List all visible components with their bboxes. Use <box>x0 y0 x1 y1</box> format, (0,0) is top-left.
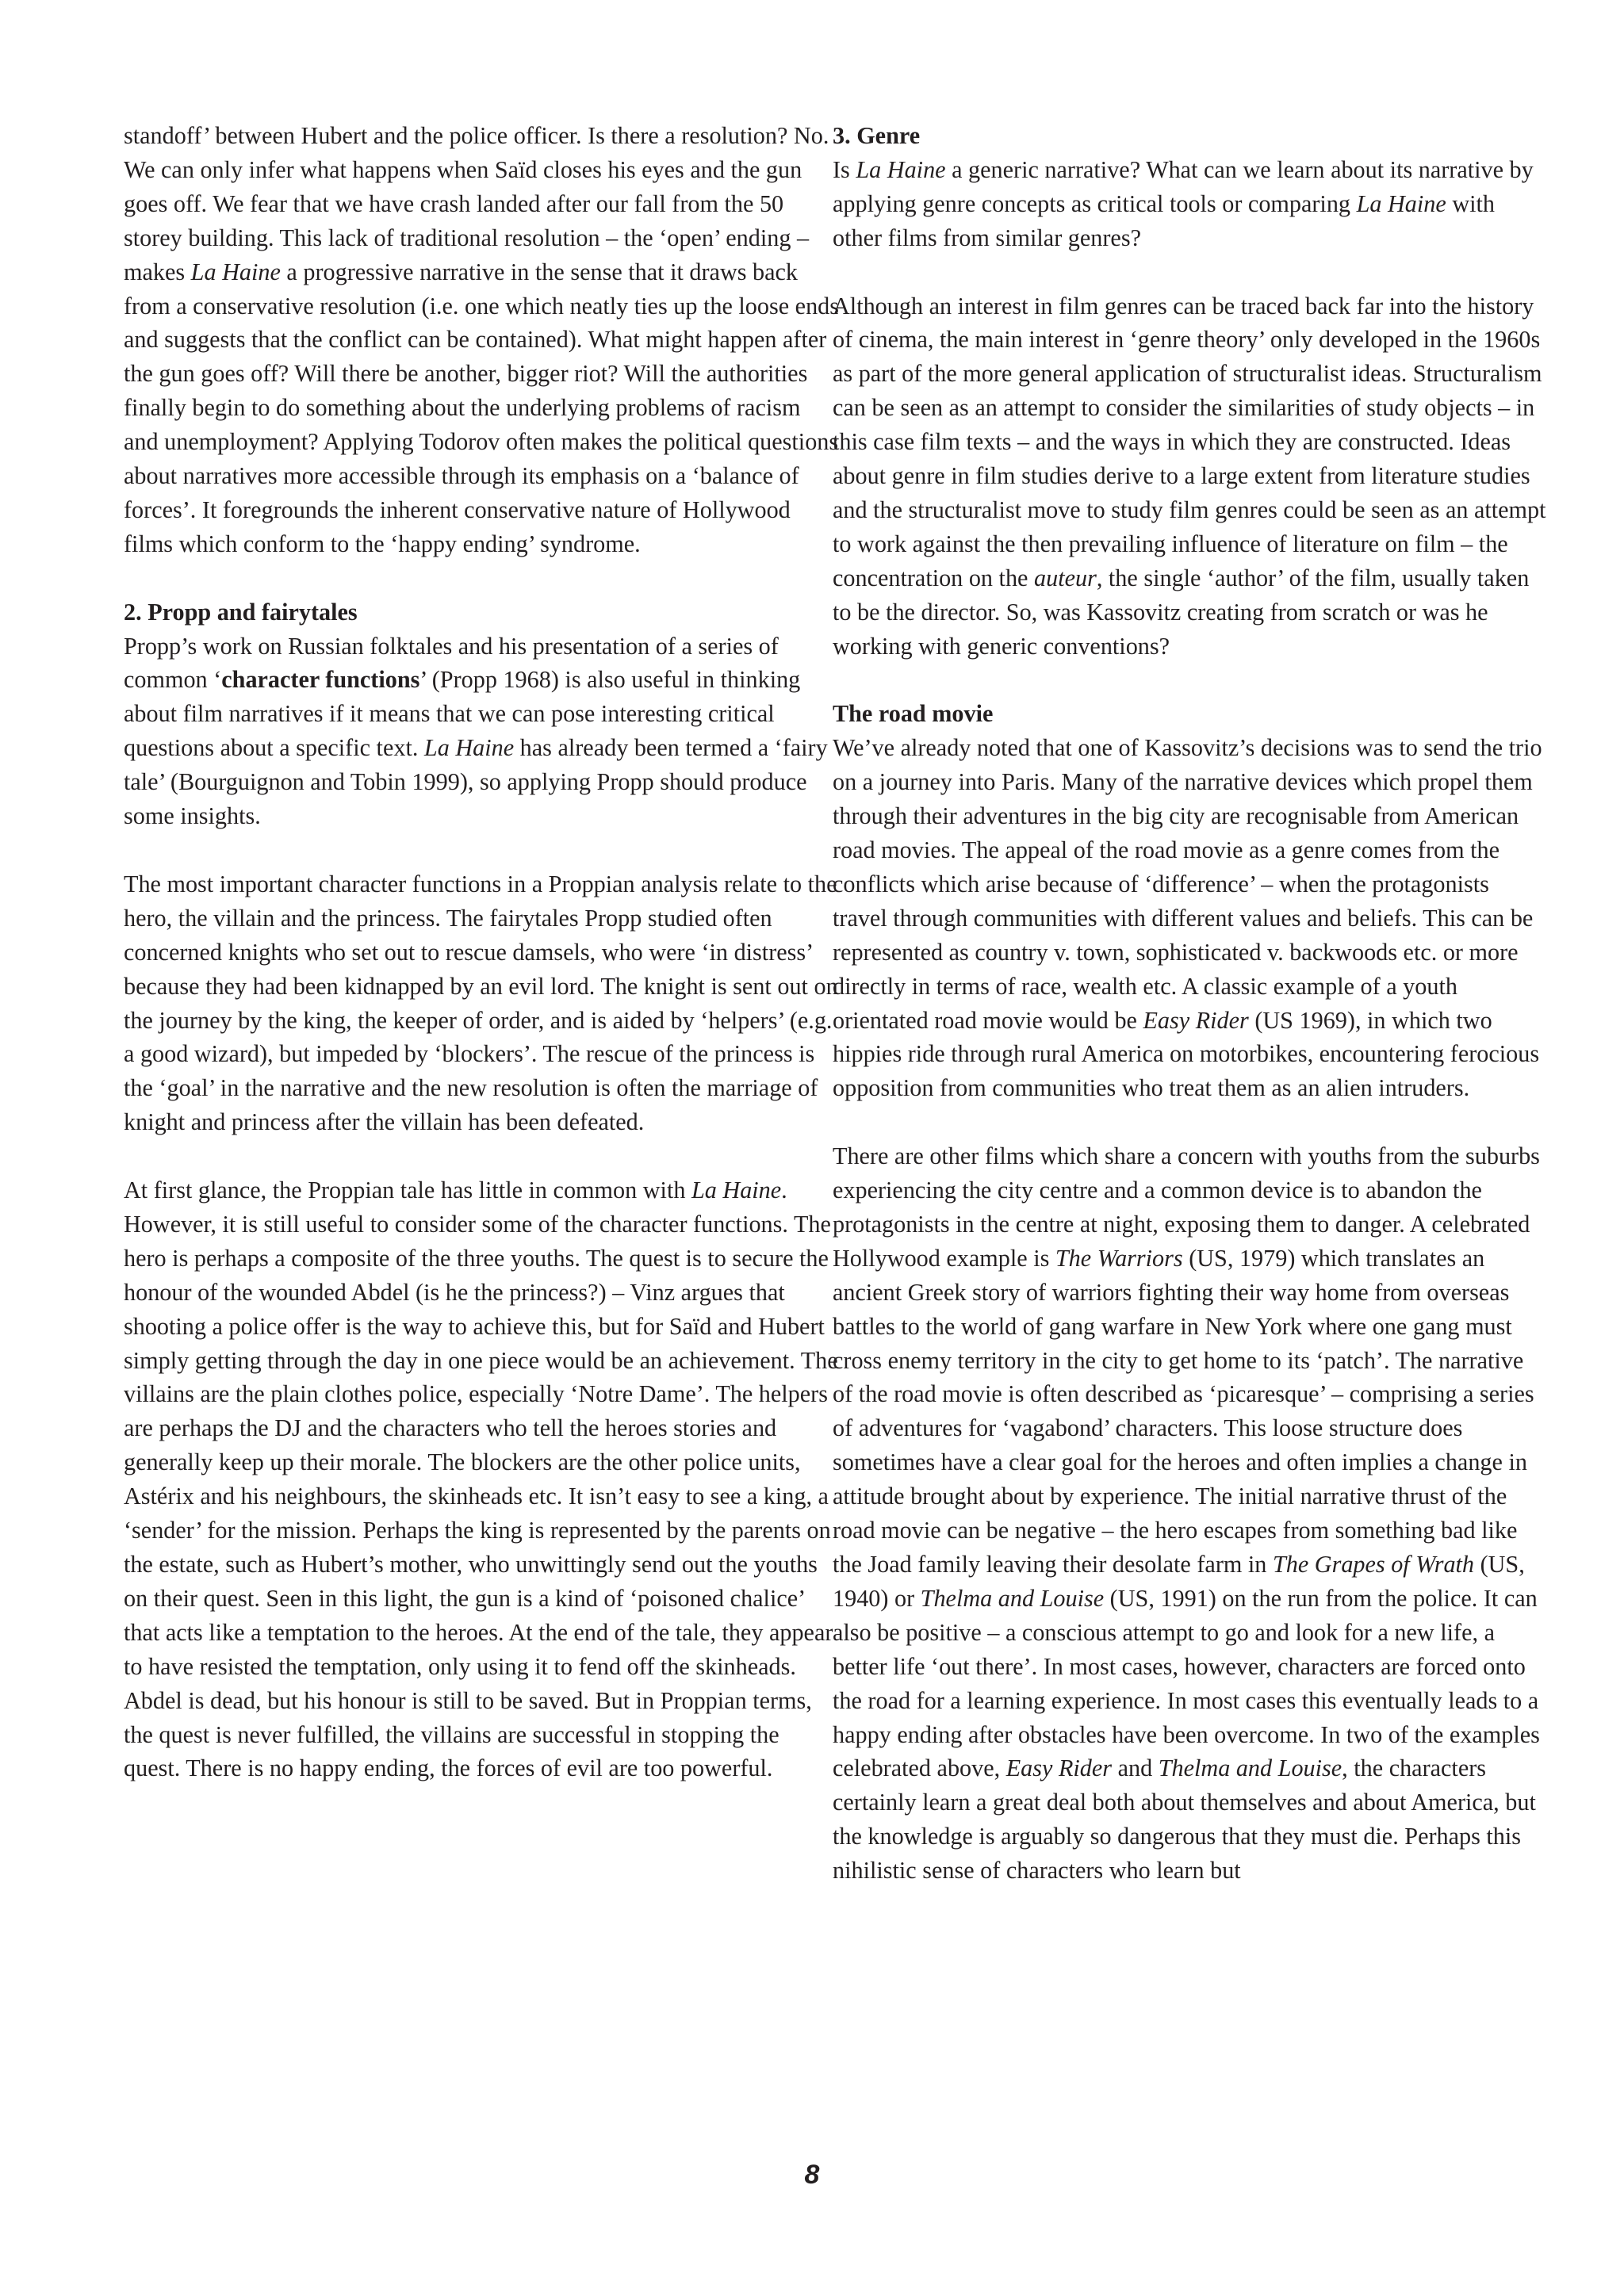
right-column <box>833 119 1548 1922</box>
paragraph-road-movie-examples: There are other films which share a concern with youths from the suburbs experiencing the city centre and a common device is to abandon the protagonists in the centre at night, exposing them to danger. A celebrated Hollywood example is The Warriors (US, 1979) which translates an ancient Greek story of warriors fighting their way home from overseas battles to the world of gang warfare in New York where one gang must cross enemy territory in the city to get home to its ‘patch’. The narrative of the road movie is often described as ‘picaresque’ – comprising a series of adventures for ‘vagabond’ characters. This loose structure does sometimes have a clear goal for the heroes and often implies a change in attitude brought about by experience. The initial narrative thrust of the road movie can be negative – the hero escapes from something bad like the Joad family leaving their desolate farm in The Grapes of Wrath (US, 1940) or Thelma and Louise (US, 1991) on the run from the police. It can also be positive – a conscious attempt to go and look for a new life, a better life ‘out there’. In most cases, however, characters are forced onto the road for a learning experience. In most cases this eventually leads to a happy ending after obstacles have been overcome. In two of the examples celebrated above, Easy Rider and Thelma and Louise, the characters certainly learn a great deal both about themselves and about America, but the knowledge is arguably so dangerous that they must die. Perhaps this nihilistic sense of characters who learn but <box>833 1142 1540 1885</box>
paragraph-genre-question: Is La Haine a generic narrative? What can we learn about its narrative by applying genre concepts as critical tools or comparing La Haine with other films from similar genres? <box>833 155 1534 251</box>
paragraph-genre-theory: Although an interest in film genres can be traced back far into the history of cinema, the main interest in ‘genre theory’ only developed in the 1960s as part of the more general application of structuralist ideas. Structuralism can be seen as an attempt to consider the similarities of study objects – in this case film texts – and the ways in which they are constructed. Ideas about genre in film studies derive to a large extent from literature studies and the structuralist move to study film genres could be seen as an attempt to work against the then prevailing influence of literature on film – the concentration on the auteur, the single ‘author’ of the film, usually taken to be the director. So, was Kassovitz creating from scratch or was he working with generic conventions? <box>833 292 1546 660</box>
paragraph-propp-intro: Propp’s work on Russian folktales and his presentation of a series of common ‘character functions’ (Propp 1968) is also useful in thinking about film narratives if it means that we can pose interesting critical questions about a specific text. La Haine has already been termed a ‘fairy tale’ (Bourguignon and Tobin 1999), so applying Propp should produce some insights. <box>124 632 828 830</box>
paragraph-road-movie-intro: We’ve already noted that one of Kassovitz’s decisions was to send the trio on a journey into Paris. Many of the narrative devices which propel them through their adventures in the big city are recognisable from American road movies. The appeal of the road movie as a genre comes from the conflicts which arise because of ‘difference’ – when the protagonists travel through communities with different values and beliefs. This can be represented as country v. town, sophisticated v. backwoods etc. or more directly in terms of race, wealth etc. A classic example of a youth orientated road movie would be Easy Rider (US 1969), in which two hippies ride through rural America on motorbikes, encountering ferocious opposition from communities who treat them as an alien intruders. <box>833 734 1542 1102</box>
section-heading-road-movie: The road movie <box>833 700 994 728</box>
left-column <box>124 119 839 1820</box>
page-number: 8 <box>804 2160 820 2190</box>
section-heading-propp: 2. Propp and fairytales <box>124 598 358 626</box>
paragraph-proppian-la-haine: At first glance, the Proppian tale has little in common with La Haine. However, it is still useful to consider some of the character functions. The hero is perhaps a composite of the three youths. The quest is to secure the honour of the wounded Abdel (is he the princess?) – Vinz argues that shooting a police offer is the way to achieve this, but for Saïd and Hubert simply getting through the day in one piece would be an achievement. The villains are the plain clothes police, especially ‘Notre Dame’. The helpers are perhaps the DJ and the characters who tell the heroes stories and generally keep up their morale. The blockers are the other police units, Astérix and his neighbours, the skinheads etc. It isn’t easy to see a king, a ‘sender’ for the mission. Perhaps the king is represented by the parents on the estate, such as Hubert’s mother, who unwittingly send out the youths on their quest. Seen in this light, the gun is a kind of ‘poisoned chalice’ that acts like a temptation to the heroes. At the end of the tale, they appear to have resisted the temptation, only using it to fend off the skinheads. Abdel is dead, but his honour is still to be saved. But in Proppian terms, the quest is never fulfilled, the villains are successful in stopping the quest. There is no happy ending, the forces of evil are too powerful. <box>124 1177 838 1782</box>
paragraph-todorov-resolution: standoff’ between Hubert and the police officer. Is there a resolution? No. We can only infer what happens when Saïd closes his eyes and the gun goes off. We fear that we have crash landed after our fall from the 50 storey building. This lack of traditional resolution – the ‘open’ ending – makes La Haine a progressive narrative in the sense that it draws back from a conservative resolution (i.e. one which neatly ties up the loose ends and suggests that the conflict can be contained). What might happen after the gun goes off? Will there be another, bigger riot? Will the authorities finally begin to do something about the underlying problems of racism and unemployment? Applying Todorov often makes the political questions about narratives more accessible through its emphasis on a ‘balance of forces’. It foregrounds the inherent conservative nature of Hollywood films which conform to the ‘happy ending’ syndrome. <box>124 122 840 557</box>
section-heading-genre: 3. Genre <box>833 122 921 149</box>
paragraph-character-functions: The most important character functions in a Proppian analysis relate to the hero, the villain and the princess. The fairytales Propp studied often concerned knights who set out to rescue damsels, who were ‘in distress’ because they had been kidnapped by an evil lord. The knight is sent out on the journey by the king, the keeper of order, and is aided by ‘helpers’ (e.g. a good wizard), but impeded by ‘blockers’. The rescue of the princess is the ‘goal’ in the narrative and the new resolution is often the marriage of knight and princess after the villain has been defeated. <box>124 870 838 1136</box>
